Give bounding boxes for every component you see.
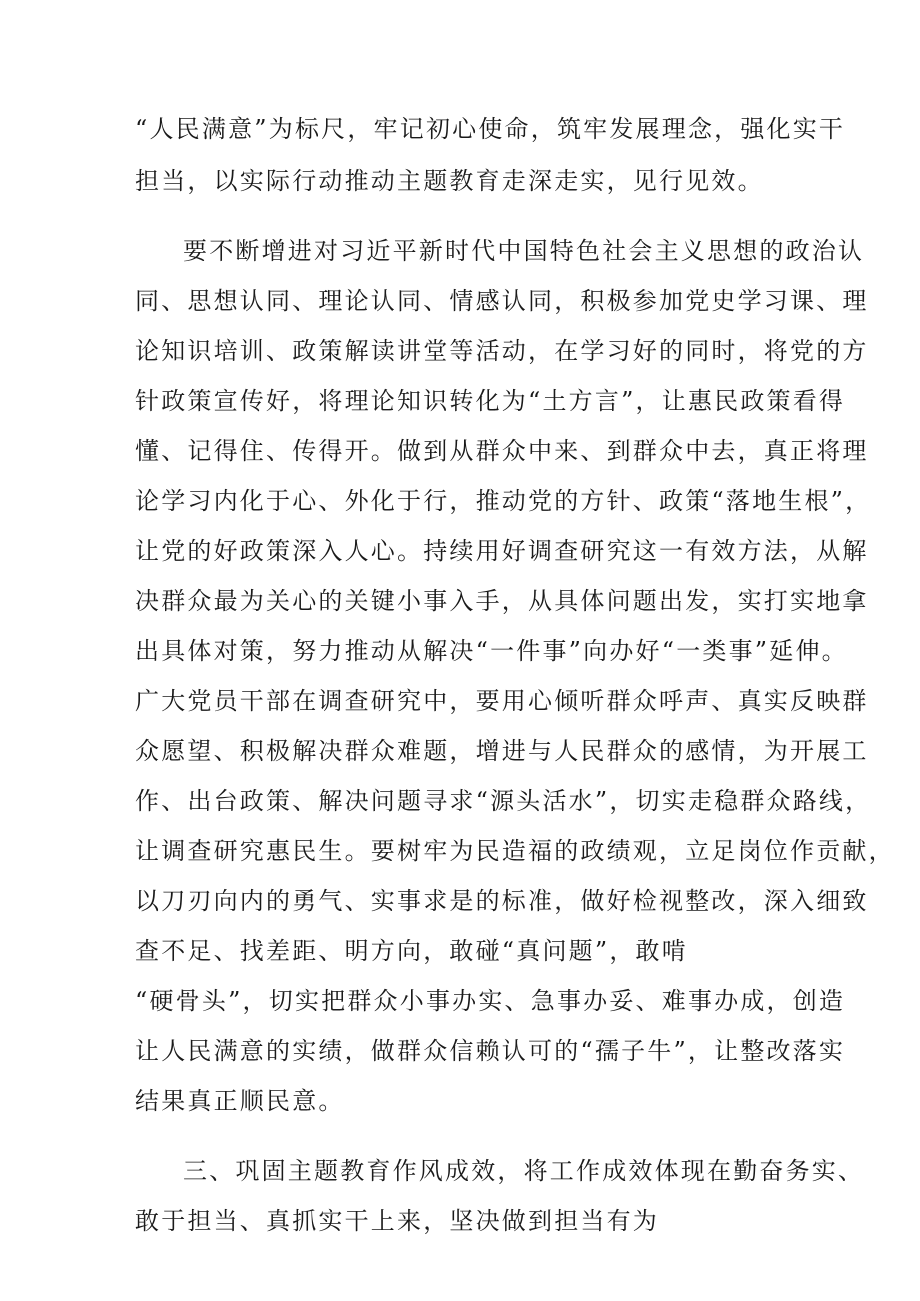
text-line: 懂、记得住、传得开。做到从群众中来、到群众中去，真正将理 — [135, 437, 869, 465]
text-line: 查不足、找差距、明方向，敢碰“真问题”，敢啃 — [135, 937, 688, 965]
text-line: 让调查研究惠民生。要树牢为民造福的政绩观，立足岗位作贡献， — [135, 837, 895, 865]
text-line: 论学习内化于心、外化于行，推动党的方针、政策“落地生根”， — [135, 487, 872, 515]
text-line: 同、思想认同、理论认同、情感认同，积极参加党史学习课、理 — [135, 287, 869, 315]
text-line: 针政策宣传好，将理论知识转化为“土方言”，让惠民政策看得 — [135, 387, 846, 415]
text-line: 结果真正顺民意。 — [135, 1087, 345, 1115]
text-line: 作、出台政策、解决问题寻求“源头活水”，切实走稳群众路线， — [135, 787, 872, 815]
text-line: 决群众最为关心的关键小事入手，从具体问题出发，实打实地拿 — [135, 587, 869, 615]
text-line: 让人民满意的实绩，做群众信赖认可的“孺子牛”，让整改落实 — [135, 1037, 846, 1065]
text-line: 广大党员干部在调查研究中，要用心倾听群众呼声、真实反映群 — [135, 687, 869, 715]
text-line: 出具体对策，努力推动从解决“一件事”向办好“一类事”延伸。 — [135, 637, 848, 665]
text-line: 担当，以实际行动推动主题教育走深走实，见行见效。 — [135, 167, 764, 195]
text-line: 论知识培训、政策解读讲堂等活动，在学习好的同时，将党的方 — [135, 337, 869, 365]
text-line: “人民满意”为标尺，牢记初心使命，筑牢发展理念，强化实干 — [135, 115, 846, 143]
text-line: 众愿望、积极解决群众难题，增进与人民群众的感情，为开展工 — [135, 737, 869, 765]
text-line: 三、巩固主题教育作风成效，将工作成效体现在勤奋务实、 — [183, 1157, 865, 1185]
text-line: 敢于担当、真抓实干上来，坚决做到担当有为 — [135, 1207, 659, 1235]
text-line: 以刀刃向内的勇气、实事求是的标准，做好检视整改，深入细致 — [135, 887, 869, 915]
text-line: 要不断增进对习近平新时代中国特色社会主义思想的政治认 — [183, 237, 865, 265]
text-line: “硬骨头”，切实把群众小事办实、急事办妥、难事办成，创造 — [135, 987, 846, 1015]
text-line: 让党的好政策深入人心。持续用好调查研究这一有效方法，从解 — [135, 537, 869, 565]
